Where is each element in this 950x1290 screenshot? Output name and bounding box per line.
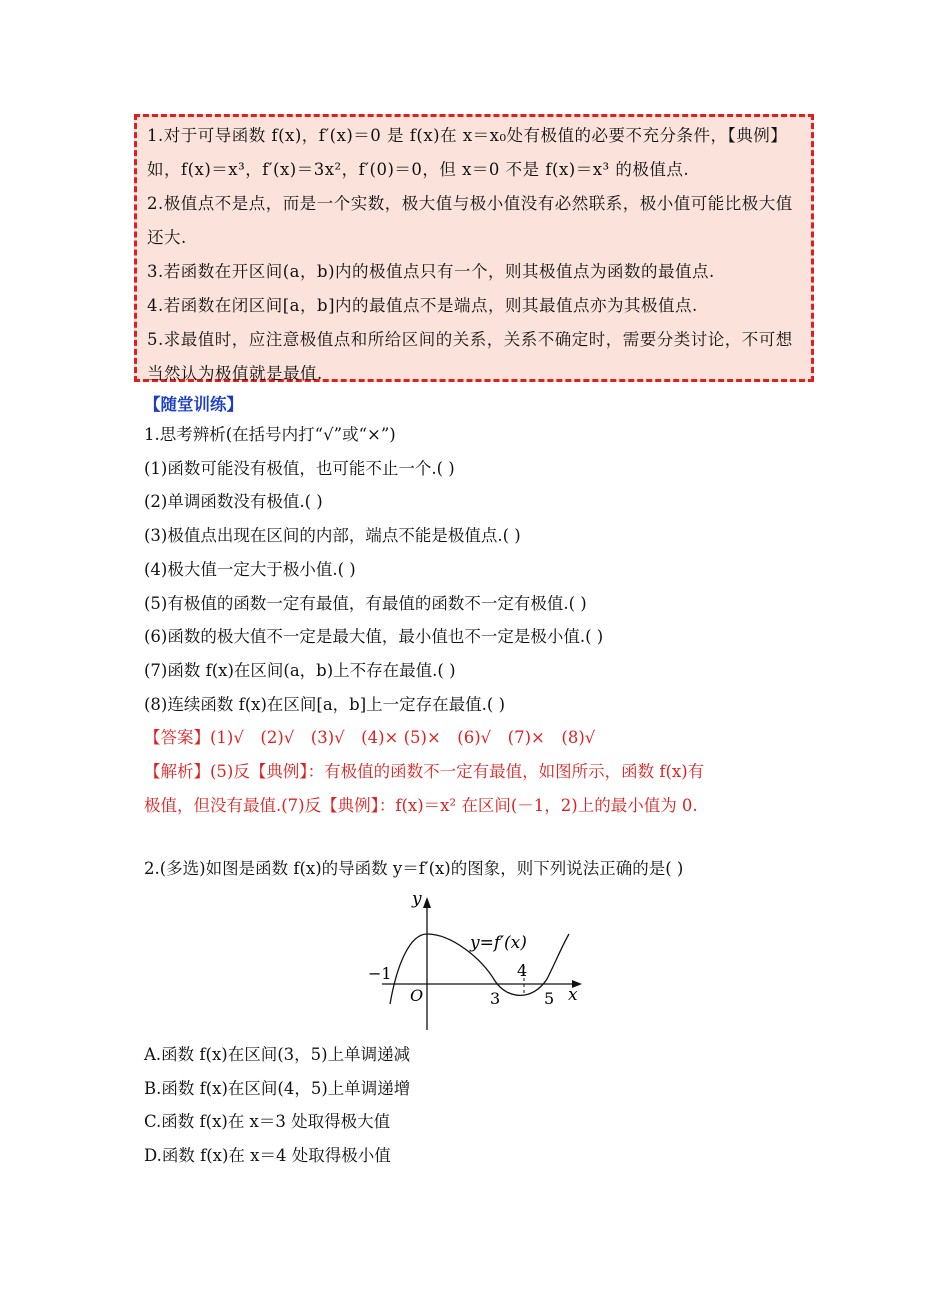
note-1: 1.对于可导函数 f(x)，f′(x)＝0 是 f(x)在 x＝x₀处有极值的必要不充分条件，【典例】如，f(x)＝x³，f′(x)＝3x²，f′(0)＝0，但 x＝0 不是 f(x)＝x³ 的极值点. xyxy=(147,126,788,179)
q1-item-1: (1)函数可能没有极值，也可能不止一个.( ) xyxy=(144,458,455,478)
option-b: B.函数 f(x)在区间(4，5)上单调递增 xyxy=(144,1078,411,1098)
note-2: 2.极值点不是点，而是一个实数，极大值与极小值没有必然联系，极小值可能比极大值还大. xyxy=(147,194,793,247)
option-a: A.函数 f(x)在区间(3，5)上单调递减 xyxy=(144,1045,411,1064)
note-4: 4.若函数在闭区间[a，b]内的最值点不是端点，则其最值点亦为其极值点. xyxy=(147,296,698,315)
q1-stem: 1.思考辨析(在括号内打“√”或“×”) xyxy=(144,425,396,444)
note-5: 5.求最值时，应注意极值点和所给区间的关系，关系不确定时，需要分类讨论，不可想当然认为极值就是最值. xyxy=(147,330,793,383)
note-3: 3.若函数在开区间(a，b)内的极值点只有一个，则其极值点为函数的最值点. xyxy=(147,262,715,281)
y-axis-label: y xyxy=(412,889,422,909)
tick-label-3: 3 xyxy=(490,989,501,1008)
q1-item-5: (5)有极值的函数一定有最值，有最值的函数不一定有极值.( ) xyxy=(144,593,587,613)
practice-section xyxy=(144,392,824,822)
q1-answer: 【答案】(1)√ (2)√ (3)√ (4)× (5)× (6)√ (7)× (8)√ xyxy=(144,728,596,748)
option-c: C.函数 f(x)在 x＝3 处取得极大值 xyxy=(144,1112,391,1131)
curve-label: y=f′(x) xyxy=(470,933,527,953)
tick-label-4: 4 xyxy=(517,961,528,980)
x-axis-label: x xyxy=(568,985,578,1005)
q1-analysis-line-2: 极值，但没有最值.(7)反【典例】：f(x)＝x² 在区间(－1，2)上的最小值为 0. xyxy=(144,795,698,815)
option-d: D.函数 f(x)在 x＝4 处取得极小值 xyxy=(144,1145,391,1165)
notes-box xyxy=(134,114,814,382)
y-axis-arrow xyxy=(423,897,431,908)
q1-item-7: (7)函数 f(x)在区间(a，b)上不存在最值.( ) xyxy=(144,660,456,680)
section-heading: 【随堂训练】 xyxy=(144,395,243,414)
q1-item-8: (8)连续函数 f(x)在区间[a，b]上一定存在最值.( ) xyxy=(144,694,506,714)
q1-item-2: (2)单调函数没有极值.( ) xyxy=(144,492,323,512)
q2-options xyxy=(144,1038,410,1172)
q1-item-6: (6)函数的极大值不一定是最大值，最小值也不一定是极小值.( ) xyxy=(144,627,604,647)
q1-item-4: (4)极大值一定大于极小值.( ) xyxy=(144,559,356,579)
q1-item-3: (3)极值点出现在区间的内部，端点不能是极值点.( ) xyxy=(144,526,521,546)
q1-analysis-line-1: 【解析】(5)反【典例】：有极值的函数不一定有最值，如图所示，函数 f(x)有 xyxy=(144,762,705,782)
tick-label-neg1: −1 xyxy=(368,964,392,983)
derivative-graph xyxy=(362,884,594,1034)
tick-label-5: 5 xyxy=(544,989,555,1008)
q2-stem: 2.(多选)如图是函数 f(x)的导函数 y＝f′(x)的图象，则下列说法正确的是( ) xyxy=(144,859,684,878)
origin-label: O xyxy=(410,986,424,1005)
